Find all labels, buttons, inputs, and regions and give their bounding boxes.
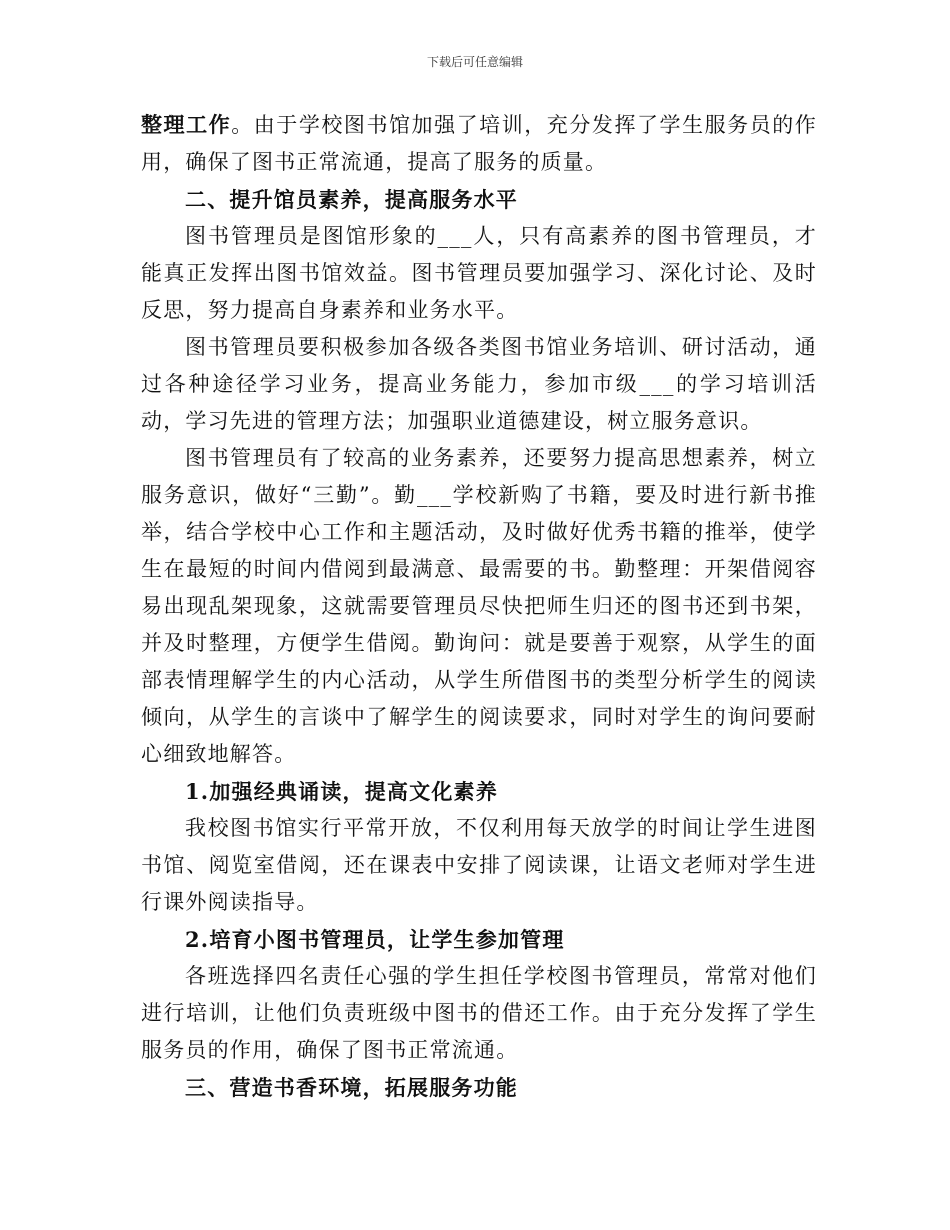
paragraph-text: 。由于学校图书馆加强了培训，充分发挥了学生服务员的作用，确保了图书正常流通，提高了服务的质量。 [141,113,817,174]
paragraph-continuation [141,106,817,181]
paragraph-reading: 我校图书馆实行平常开放，不仅利用每天放学的时间让学生进图书馆、阅览室借阅，还在课表中安排了阅读课，让语文老师对学生进行课外阅读指导。 [141,816,817,914]
page-header-note: 下载后可任意编辑 [426,55,523,69]
subheading-2: 2.培育小图书管理员，让学生参加管理 [185,927,565,952]
section-heading-3: 三、营造书香环境，拓展服务功能 [185,1075,518,1100]
paragraph-student-librarians: 各班选择四名责任心强的学生担任学校图书管理员，常常对他们进行培训，让他们负责班级中图书的借还工作。由于充分发挥了学生服务员的作用，确保了图书正常流通。 [141,964,817,1062]
paragraph-three-diligence: 图书管理员有了较高的业务素养，还要努力提高思想素养，树立服务意识，做好“三勤”。勤___学校新购了书籍，要及时进行新书推举，结合学校中心工作和主题活动，及时做好优秀书籍的推举，使学生在最短的时间内借阅到最满意、最需要的书。勤整理：开架借阅容易出现乱架现象，这就需要管理员尽快把师生归还的图书还到书架，并及时整理，方便学生借阅。勤询问：就是要善于观察，从学生的面部表情理解学生的内心活动，从学生所借图书的类型分析学生的阅读倾向，从学生的言谈中了解学生的阅读要求，同时对学生的询问要耐心细致地解答。 [141,446,817,766]
document-body [141,106,817,1106]
bold-lead-text: 整理工作 [141,112,232,137]
subheading-1: 1.加强经典诵读，提高文化素养 [185,779,498,804]
paragraph-training: 图书管理员要积极参加各级各类图书馆业务培训、研讨活动，通过各种途径学习业务，提高业务能力，参加市级___的学习培训活动，学习先进的管理方法；加强职业道德建设，树立服务意识。 [141,335,817,433]
paragraph-librarian-image: 图书管理员是图馆形象的___人，只有高素养的图书管理员，才能真正发挥出图书馆效益。图书管理员要加强学习、深化讨论、及时反思，努力提高自身素养和业务水平。 [141,224,817,322]
section-heading-2: 二、提升馆员素养，提高服务水平 [185,187,518,212]
